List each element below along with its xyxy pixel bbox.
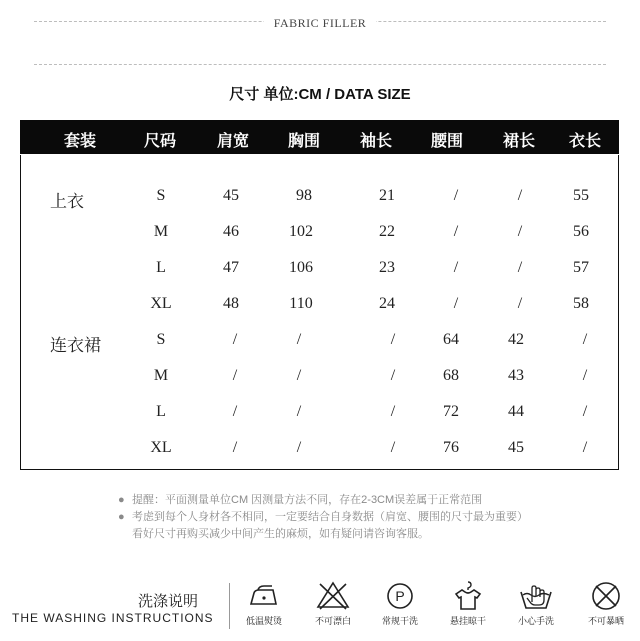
middle-dashed-rule <box>34 64 606 65</box>
cell-skirt: / <box>517 223 523 240</box>
cell-sleeve: 21 <box>379 187 395 204</box>
care-label: 常规干洗 <box>381 616 418 626</box>
washing-divider <box>229 583 230 629</box>
care-label: 悬挂晾干 <box>449 616 486 626</box>
cell-chest: 110 <box>289 295 313 312</box>
cell-length: / <box>582 403 588 420</box>
cell-length: / <box>582 331 588 348</box>
note-text: 考虑到每个人身材各不相同，一定要结合自身数据（肩宽、腰围的尺寸最为重要）看好尺寸再购买减少中间产生的麻烦，如有疑问请咨询客服。 <box>132 511 528 540</box>
washing-title-en: THE WASHING INSTRUCTIONS <box>12 611 214 625</box>
cell-chest: / <box>296 439 302 456</box>
cell-chest: / <box>296 367 302 384</box>
table-row <box>21 331 618 355</box>
care-item-dry-clean <box>372 580 428 627</box>
cell-waist: 68 <box>443 367 459 384</box>
cell-shoulder: 47 <box>223 259 239 276</box>
cell-sleeve: / <box>390 331 396 348</box>
care-item-low-iron <box>236 580 292 627</box>
table-row <box>21 259 618 279</box>
cell-sleeve: 22 <box>379 223 395 240</box>
cell-length: 55 <box>573 187 589 204</box>
cell-skirt: / <box>517 259 523 276</box>
col-header-skirt: 裙长 <box>502 133 535 150</box>
cell-length: 56 <box>573 223 589 240</box>
table-row <box>21 403 618 423</box>
col-header-shoulder: 肩宽 <box>216 133 249 150</box>
care-item-hand-wash <box>508 580 564 627</box>
cell-length: / <box>582 439 588 456</box>
cell-waist: 76 <box>443 439 459 456</box>
cell-shoulder: 48 <box>223 295 239 312</box>
cell-sleeve: / <box>390 403 396 420</box>
cell-size: M <box>153 367 169 384</box>
note-text: 提醒：平面测量单位CM 因测量方法不同，存在2-3CM误差属于正常范围 <box>132 494 483 506</box>
note-bullet-icon: ● <box>118 511 125 523</box>
care-item-hang-dry <box>440 580 496 627</box>
no-tumble-dry-icon <box>588 580 624 612</box>
table-row <box>21 367 618 387</box>
cell-waist: 64 <box>443 331 459 348</box>
cell-chest: 106 <box>289 259 313 276</box>
care-label: 不可漂白 <box>314 616 351 626</box>
cell-chest: / <box>296 331 302 348</box>
care-label: 低温熨烫 <box>245 616 282 626</box>
cell-size: S <box>156 331 166 348</box>
cell-waist: / <box>453 259 459 276</box>
header-label <box>0 14 640 32</box>
cell-size: XL <box>150 295 172 312</box>
cell-size: XL <box>150 439 172 456</box>
dry-clean-glyph: P <box>395 588 405 604</box>
col-header-set: 套装 <box>63 133 96 150</box>
cell-sleeve: 23 <box>379 259 395 276</box>
cell-chest: / <box>296 403 302 420</box>
table-row <box>21 223 618 243</box>
table-row <box>21 187 618 211</box>
cell-skirt: / <box>517 187 523 204</box>
cell-skirt: 42 <box>508 331 524 348</box>
col-header-length: 衣长 <box>568 133 601 150</box>
hand-wash-icon <box>518 580 554 612</box>
cell-skirt: 43 <box>508 367 524 384</box>
col-header-waist: 腰围 <box>430 133 463 150</box>
col-header-sleeve: 袖长 <box>359 133 392 150</box>
group-label-dress: 连衣裙 <box>50 336 101 355</box>
table-row <box>21 295 618 315</box>
cell-sleeve: 24 <box>379 295 395 312</box>
header-label-text: FABRIC FILLER <box>264 16 377 30</box>
cell-skirt: 44 <box>508 403 524 420</box>
cell-waist: / <box>453 223 459 240</box>
cell-shoulder: / <box>232 439 238 456</box>
low-iron-icon <box>246 580 282 612</box>
cell-size: L <box>156 403 166 420</box>
care-item-no-bleach <box>305 580 361 627</box>
care-label: 不可暴晒 <box>587 616 624 626</box>
cell-skirt: 45 <box>508 439 524 456</box>
group-label-top: 上衣 <box>50 192 84 211</box>
cell-chest: 98 <box>296 187 312 204</box>
note-check-size <box>118 509 538 543</box>
col-header-size: 尺码 <box>143 133 176 150</box>
cell-size: S <box>156 187 166 204</box>
cell-length: 58 <box>573 295 589 312</box>
size-table <box>20 155 619 470</box>
cell-shoulder: / <box>232 367 238 384</box>
care-label: 小心手洗 <box>517 616 554 626</box>
size-title: 尺寸 单位:CM / DATA SIZE <box>229 86 411 103</box>
cell-skirt: / <box>517 295 523 312</box>
note-measurement-tolerance <box>118 492 538 509</box>
table-header <box>20 120 619 154</box>
cell-chest: 102 <box>289 223 313 240</box>
care-item-no-tumble-dry <box>578 580 634 627</box>
cell-waist: 72 <box>443 403 459 420</box>
cell-waist: / <box>453 187 459 204</box>
table-row <box>21 439 618 459</box>
cell-sleeve: / <box>390 439 396 456</box>
cell-length: 57 <box>573 259 589 276</box>
cell-shoulder: 46 <box>223 223 239 240</box>
cell-shoulder: 45 <box>223 187 239 204</box>
cell-size: M <box>153 223 169 240</box>
size-notes <box>118 492 538 543</box>
cell-sleeve: / <box>390 367 396 384</box>
hang-dry-icon <box>450 580 486 612</box>
no-bleach-icon <box>315 580 351 612</box>
dry-clean-icon <box>382 580 418 612</box>
cell-waist: / <box>453 295 459 312</box>
cell-shoulder: / <box>232 331 238 348</box>
cell-shoulder: / <box>232 403 238 420</box>
washing-title-cn: 洗涤说明 <box>138 593 199 610</box>
cell-size: L <box>156 259 166 276</box>
cell-length: / <box>582 367 588 384</box>
col-header-chest: 胸围 <box>287 133 320 150</box>
note-bullet-icon: ● <box>118 494 125 506</box>
